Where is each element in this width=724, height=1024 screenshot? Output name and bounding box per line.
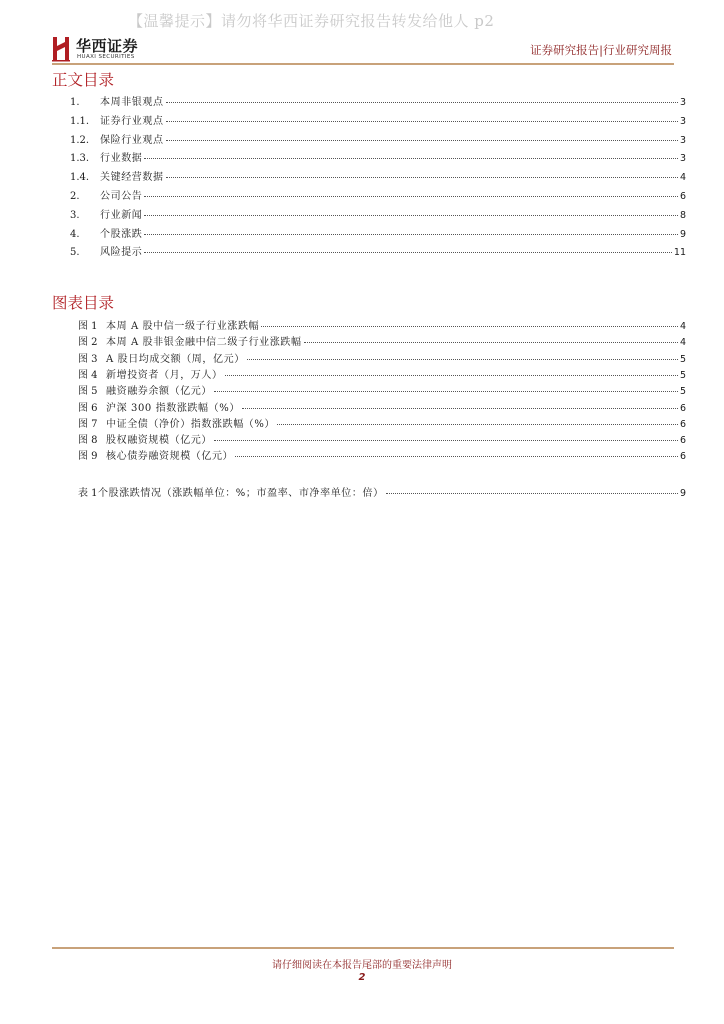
- figures-title: 图表目录: [52, 294, 115, 312]
- entry-page-number: 5: [679, 353, 686, 365]
- entry-number: 1.2.: [70, 134, 90, 146]
- toc-entry[interactable]: [70, 153, 686, 165]
- entry-page-number: 11: [673, 247, 686, 259]
- entry-title: 沪深 300 指数涨跌幅（%）: [106, 402, 240, 414]
- dot-leader: [166, 140, 678, 141]
- toc-entry[interactable]: [70, 97, 686, 109]
- entry-page-number: 3: [679, 97, 686, 108]
- entry-title: 个股涨跌情况（涨跌幅单位：%；市盈率、市净率单位：倍）: [98, 488, 384, 499]
- entry-number: 1.: [70, 97, 80, 108]
- entry-title: 核心债券融资规模（亿元）: [106, 451, 234, 463]
- figure-entry[interactable]: [78, 354, 686, 366]
- contents-title: 正文目录: [52, 71, 115, 89]
- entry-page-number: 4: [679, 321, 686, 332]
- entry-number: 1.3.: [70, 153, 90, 165]
- entry-title: 公司公告: [100, 191, 143, 202]
- watermark-text: 【温馨提示】请勿将华西证券研究报告转发给他人 p2: [128, 12, 495, 30]
- toc-entry[interactable]: [70, 210, 686, 222]
- toc-entry[interactable]: [70, 135, 686, 147]
- entry-title: 股权融资规模（亿元）: [106, 435, 212, 447]
- entry-number: 5.: [70, 247, 80, 259]
- footer-divider: [52, 947, 674, 949]
- logo-name-cn: 华西证券: [76, 37, 139, 55]
- entry-number: 图 9: [78, 451, 98, 463]
- figure-entry[interactable]: [78, 386, 686, 398]
- toc-entry[interactable]: [70, 247, 686, 259]
- header-divider: [52, 63, 674, 65]
- entry-page-number: 8: [679, 209, 686, 221]
- entry-number: 4.: [70, 228, 80, 240]
- toc-entry[interactable]: [70, 229, 686, 241]
- dot-leader: [144, 215, 678, 216]
- dot-leader: [144, 234, 678, 235]
- dot-leader: [247, 359, 678, 360]
- dot-leader: [144, 196, 678, 197]
- page-number: 2: [358, 972, 366, 983]
- entry-page-number: 9: [679, 488, 686, 499]
- dot-leader: [386, 493, 678, 494]
- entry-page-number: 6: [679, 418, 686, 430]
- entry-title: 新增投资者（月，万人）: [106, 369, 223, 381]
- entry-title: A 股日均成交额（周，亿元）: [106, 353, 245, 365]
- entry-page-number: 6: [679, 451, 686, 463]
- dot-leader: [214, 391, 678, 392]
- entry-page-number: 3: [679, 153, 686, 165]
- entry-number: 表 1: [78, 488, 98, 499]
- entry-number: 图 7: [78, 418, 98, 430]
- entry-page-number: 3: [679, 134, 686, 146]
- dot-leader: [225, 375, 678, 376]
- huaxi-logo-icon: [52, 34, 72, 62]
- entry-number: 图 3: [78, 353, 98, 365]
- entry-page-number: 5: [679, 386, 686, 398]
- entry-page-number: 6: [679, 402, 686, 414]
- entry-page-number: 6: [679, 191, 686, 202]
- entry-number: 图 5: [78, 386, 98, 398]
- entry-title: 行业新闻: [100, 209, 143, 221]
- figure-entry[interactable]: [78, 337, 686, 349]
- entry-number: 2.: [70, 191, 80, 202]
- entry-title: 融资融券余额（亿元）: [106, 386, 212, 398]
- entry-title: 保险行业观点: [100, 134, 164, 146]
- entry-page-number: 5: [679, 369, 686, 381]
- entry-number: 图 6: [78, 402, 98, 414]
- figure-entry[interactable]: [78, 403, 686, 415]
- table-entry[interactable]: [78, 488, 686, 500]
- entry-title: 行业数据: [100, 153, 143, 165]
- entry-number: 图 2: [78, 337, 98, 349]
- entry-title: 关键经营数据: [100, 172, 164, 184]
- dot-leader: [144, 252, 672, 253]
- entry-page-number: 6: [679, 435, 686, 447]
- toc-entry[interactable]: [70, 191, 686, 203]
- dot-leader: [261, 326, 678, 327]
- figure-entry[interactable]: [78, 419, 686, 431]
- entry-number: 1.1.: [70, 115, 90, 127]
- dot-leader: [242, 408, 678, 409]
- entry-number: 图 4: [78, 369, 98, 381]
- entry-number: 3.: [70, 209, 80, 221]
- dot-leader: [214, 440, 678, 441]
- entry-title: 本周 A 股中信一级子行业涨跌幅: [106, 321, 260, 332]
- dot-leader: [166, 102, 678, 103]
- report-type-label: 证券研究报告|行业研究周报: [530, 43, 672, 57]
- entry-title: 风险提示: [100, 247, 143, 259]
- logo-name-en: HUAXI SECURITIES: [77, 54, 135, 60]
- legal-notice: 请仔细阅读在本报告尾部的重要法律声明: [272, 960, 452, 971]
- entry-number: 图 8: [78, 435, 98, 447]
- figure-entry[interactable]: [78, 370, 686, 382]
- figure-entry[interactable]: [78, 451, 686, 463]
- entry-page-number: 4: [679, 337, 686, 349]
- entry-title: 中证全债（净价）指数涨跌幅（%）: [106, 418, 276, 430]
- entry-title: 本周非银观点: [100, 97, 164, 108]
- dot-leader: [166, 121, 678, 122]
- entry-page-number: 3: [679, 115, 686, 127]
- dot-leader: [144, 158, 678, 159]
- entry-title: 个股涨跌: [100, 228, 143, 240]
- entry-number: 图 1: [78, 321, 98, 332]
- dot-leader: [235, 456, 678, 457]
- entry-page-number: 9: [679, 228, 686, 240]
- entry-page-number: 4: [679, 172, 686, 184]
- entry-title: 本周 A 股非银金融中信二级子行业涨跌幅: [106, 337, 302, 349]
- toc-entry[interactable]: [70, 116, 686, 128]
- entry-title: 证券行业观点: [100, 115, 164, 127]
- figure-entry[interactable]: [78, 435, 686, 447]
- dot-leader: [166, 177, 678, 178]
- company-logo: [52, 34, 162, 64]
- entry-number: 1.4.: [70, 172, 90, 184]
- dot-leader: [277, 424, 678, 425]
- toc-entry[interactable]: [70, 172, 686, 184]
- dot-leader: [304, 342, 678, 343]
- figure-entry[interactable]: [78, 321, 686, 333]
